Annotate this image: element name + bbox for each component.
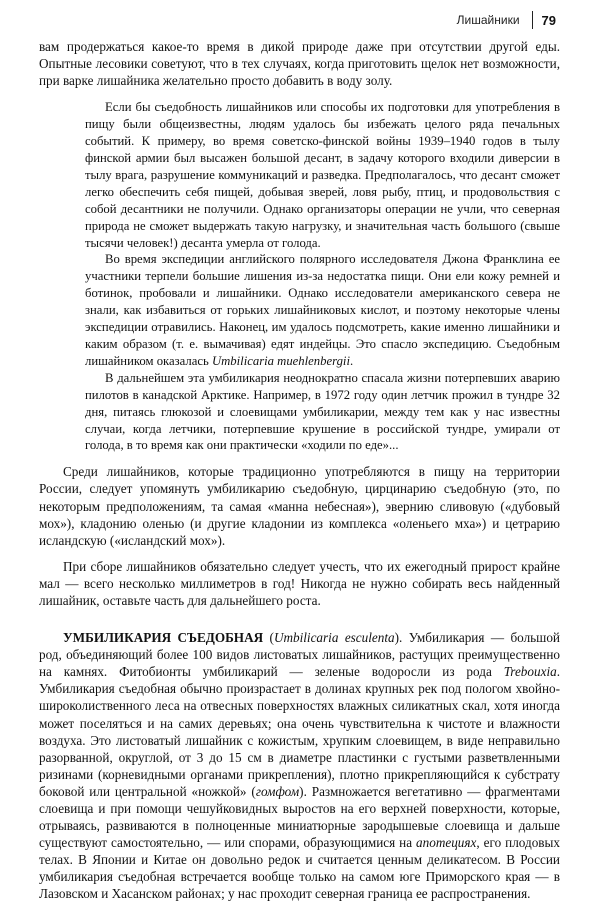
section-title: Лишайники	[456, 13, 520, 27]
header-divider	[532, 11, 533, 29]
sidebar-story	[39, 99, 560, 454]
franklin-text-end: .	[349, 353, 354, 368]
traditional-lichens-paragraph: Среди лишайников, которые традиционно употребляются в пищу на территории России, следует упомянуть умбиликарию съедобную, цирцинарию съедобную (это, по некоторым предположениям, та самая «манна небесная»), эвернию сливовую («дубовый мох»), кладонию оленью (и другие кладонии из комплекса «оленьего мха») и цетрарию исландскую («исландский мох»).	[39, 464, 560, 548]
species-name: УМБИЛИКАРИЯ СЪЕДОБНАЯ	[63, 630, 264, 646]
franklin-text: Во время экспедиции английского полярного исследователя Джона Франклина ее участники терпели большие лишения из-за недостатка пищи. Они ели кожу ремней и ботинок, пробовали и лишайники. Однако исследователи американского севера не знали, как избавиться от горьких лишайниковых кислот, и поэтому некоторые члены экспедиции отравились. Наконец, им удалось подсмотреть, какие именно лишайники и каким образом (т. е. вымачивая) едят индейцы. Это спасло экспедицию. Съедобным лишайником оказалась	[85, 252, 560, 368]
story-paragraph-war: Если бы съедобность лишайников или способы их подготовки для употребления в пищу были общеизвестны, людям удалось бы избежать целого ряда печальных событий. К примеру, во время советско-финской войны 1939–1940 годов в тылу финской армии был высажен большой десант, в задачу которого входили диверсии в тылу врага, разрушение коммуникаций и разведка. Предполагалось, что десант сможет легко обеспечить себя пищей, добывая зверей, ловя рыбу, птиц, и продовольствия с собой десантники не получили. Однако организаторы операции не учли, что северная природа не сможет выдержать такую нагрузку, и значительная часть большого (свыше тысячи человек!) десанта умерла от голода.	[85, 100, 560, 250]
story-paragraph-arctic: В дальнейшем эта умбиликария неоднократно спасала жизни потерпевших аварию пилотов в канадской Арктике. Например, в 1972 году один летчик прожил в тундре 32 дня, питаясь глюкозой и слоевищами умбиликарии, между тем как у нас известны случаи, когда летчики, потерпевшие крушение в российской тундре, умирали от голода, в то время как они практически «ходили по еде»...	[85, 370, 560, 453]
page-number: 79	[541, 12, 556, 28]
growth-advice-paragraph: При сборе лишайников обязательно следует учесть, что их ежегодный прирост крайне мал — всего несколько миллиметров в год! Никогда не нужно собирать весь найденный лишайник, оставьте часть для дальнейшего роста.	[39, 558, 560, 608]
species-text-4: , его плодовых телах. В Японии и Китае он довольно редок и считается ценным деликатесом. В России умбиликария съедобная встречается вообще только на самом юге Приморского края — в Лазовском и Хасанском районах; у нас проходит северная граница ее распространения.	[39, 835, 560, 902]
genus-trebouxia: Trebouxia	[503, 664, 557, 680]
term-apothecia: апотециях	[416, 835, 477, 851]
species-latin-name: Umbilicaria esculenta	[273, 630, 395, 646]
species-text-1: ). Умбиликария — большой род, объединяющий более 100 видов листоватых лишайников, растущих преимущественно на камнях. Фитобионты умбиликарий — зеленые водоросли из рода	[39, 630, 560, 680]
species-text-3: ). Размножается вегетативно — фрагментами слоевища и при помощи чешуйковидных выростов на его верхней поверхности, которые, отрываясь, развиваются в полноценные миниатюрные зародышевые слоевища и дальше существуют самостоятельно, — или спорами, образующимися на	[39, 783, 560, 851]
running-header	[457, 10, 556, 30]
page-body	[39, 38, 560, 903]
species-text-2: . Умбиликария съедобная обычно произрастает в долинах крупных рек под пологом хвойно-широколиственного леса на отвесных поверхностях влажных силикатных скал, хотя иногда может поселяться и на самих деревьях; она очень чувствительна к чистоте и влажности воздуха. Это листоватый лишайник с кожистым, хрупким слоевищем, в виде неправильно разорванной, округлой, от 3 до 15 см в диаметре пластинки с густыми разветвленными ризинами (корневидными органами прикрепления), плотно прикрепляющийся к субстрату боковой или центральной «ножкой» (	[39, 664, 560, 799]
latin-name-muehlenbergii: Umbilicaria muehlenbergii	[211, 353, 350, 368]
intro-paragraph: вам продержаться какое-то время в дикой природе даже при отсутствии другой еды. Опытные лесовики советуют, что в тех случаях, когда приготовить щелок нет возможности, при варке лишайника желательно просто добавить в воду золу.	[39, 39, 560, 89]
term-gomph: гомфом	[255, 783, 300, 799]
species-entry: УМБИЛИКАРИЯ СЪЕДОБНАЯ (Umbilicaria esculenta). Умбиликария — большой род, объединяющий более 100 видов листоватых лишайников, растущих преимущественно на камнях. Фитобионты умбиликарий — зеленые водоросли из рода Trebouxia. Умбиликария съедобная обычно произрастает в долинах крупных рек под пологом хвойно-широколиственного леса на отвесных поверхностях влажных силикатных скал, хотя иногда может поселяться и на самих деревьях; она очень чувствительна к чистоте и влажности воздуха. Это листоватый лишайник с кожистым, хрупким слоевищем, в виде неправильно разорванной, округлой, от 3 до 15 см в диаметре пластинки с густыми разветвленными ризинами (корневидными органами прикрепления), плотно прикрепляющийся к субстрату боковой или центральной «ножкой» (гомфом). Размножается вегетативно — фрагментами слоевища и при помощи чешуйковидных выростов на его верхней поверхности, которые, отрываясь, развиваются в полноценные миниатюрные зародышевые слоевища и дальше существуют самостоятельно, — или спорами, образующимися на апотециях, его плодовых телах. В Японии и Китае он довольно редок и считается ценным деликатесом. В России умбиликария съедобная встречается вообще только на самом юге Приморского края — в Лазовском и Хасанском районах; у нас проходит северная граница ее распространения.	[39, 630, 560, 902]
story-paragraph-franklin	[85, 251, 560, 369]
